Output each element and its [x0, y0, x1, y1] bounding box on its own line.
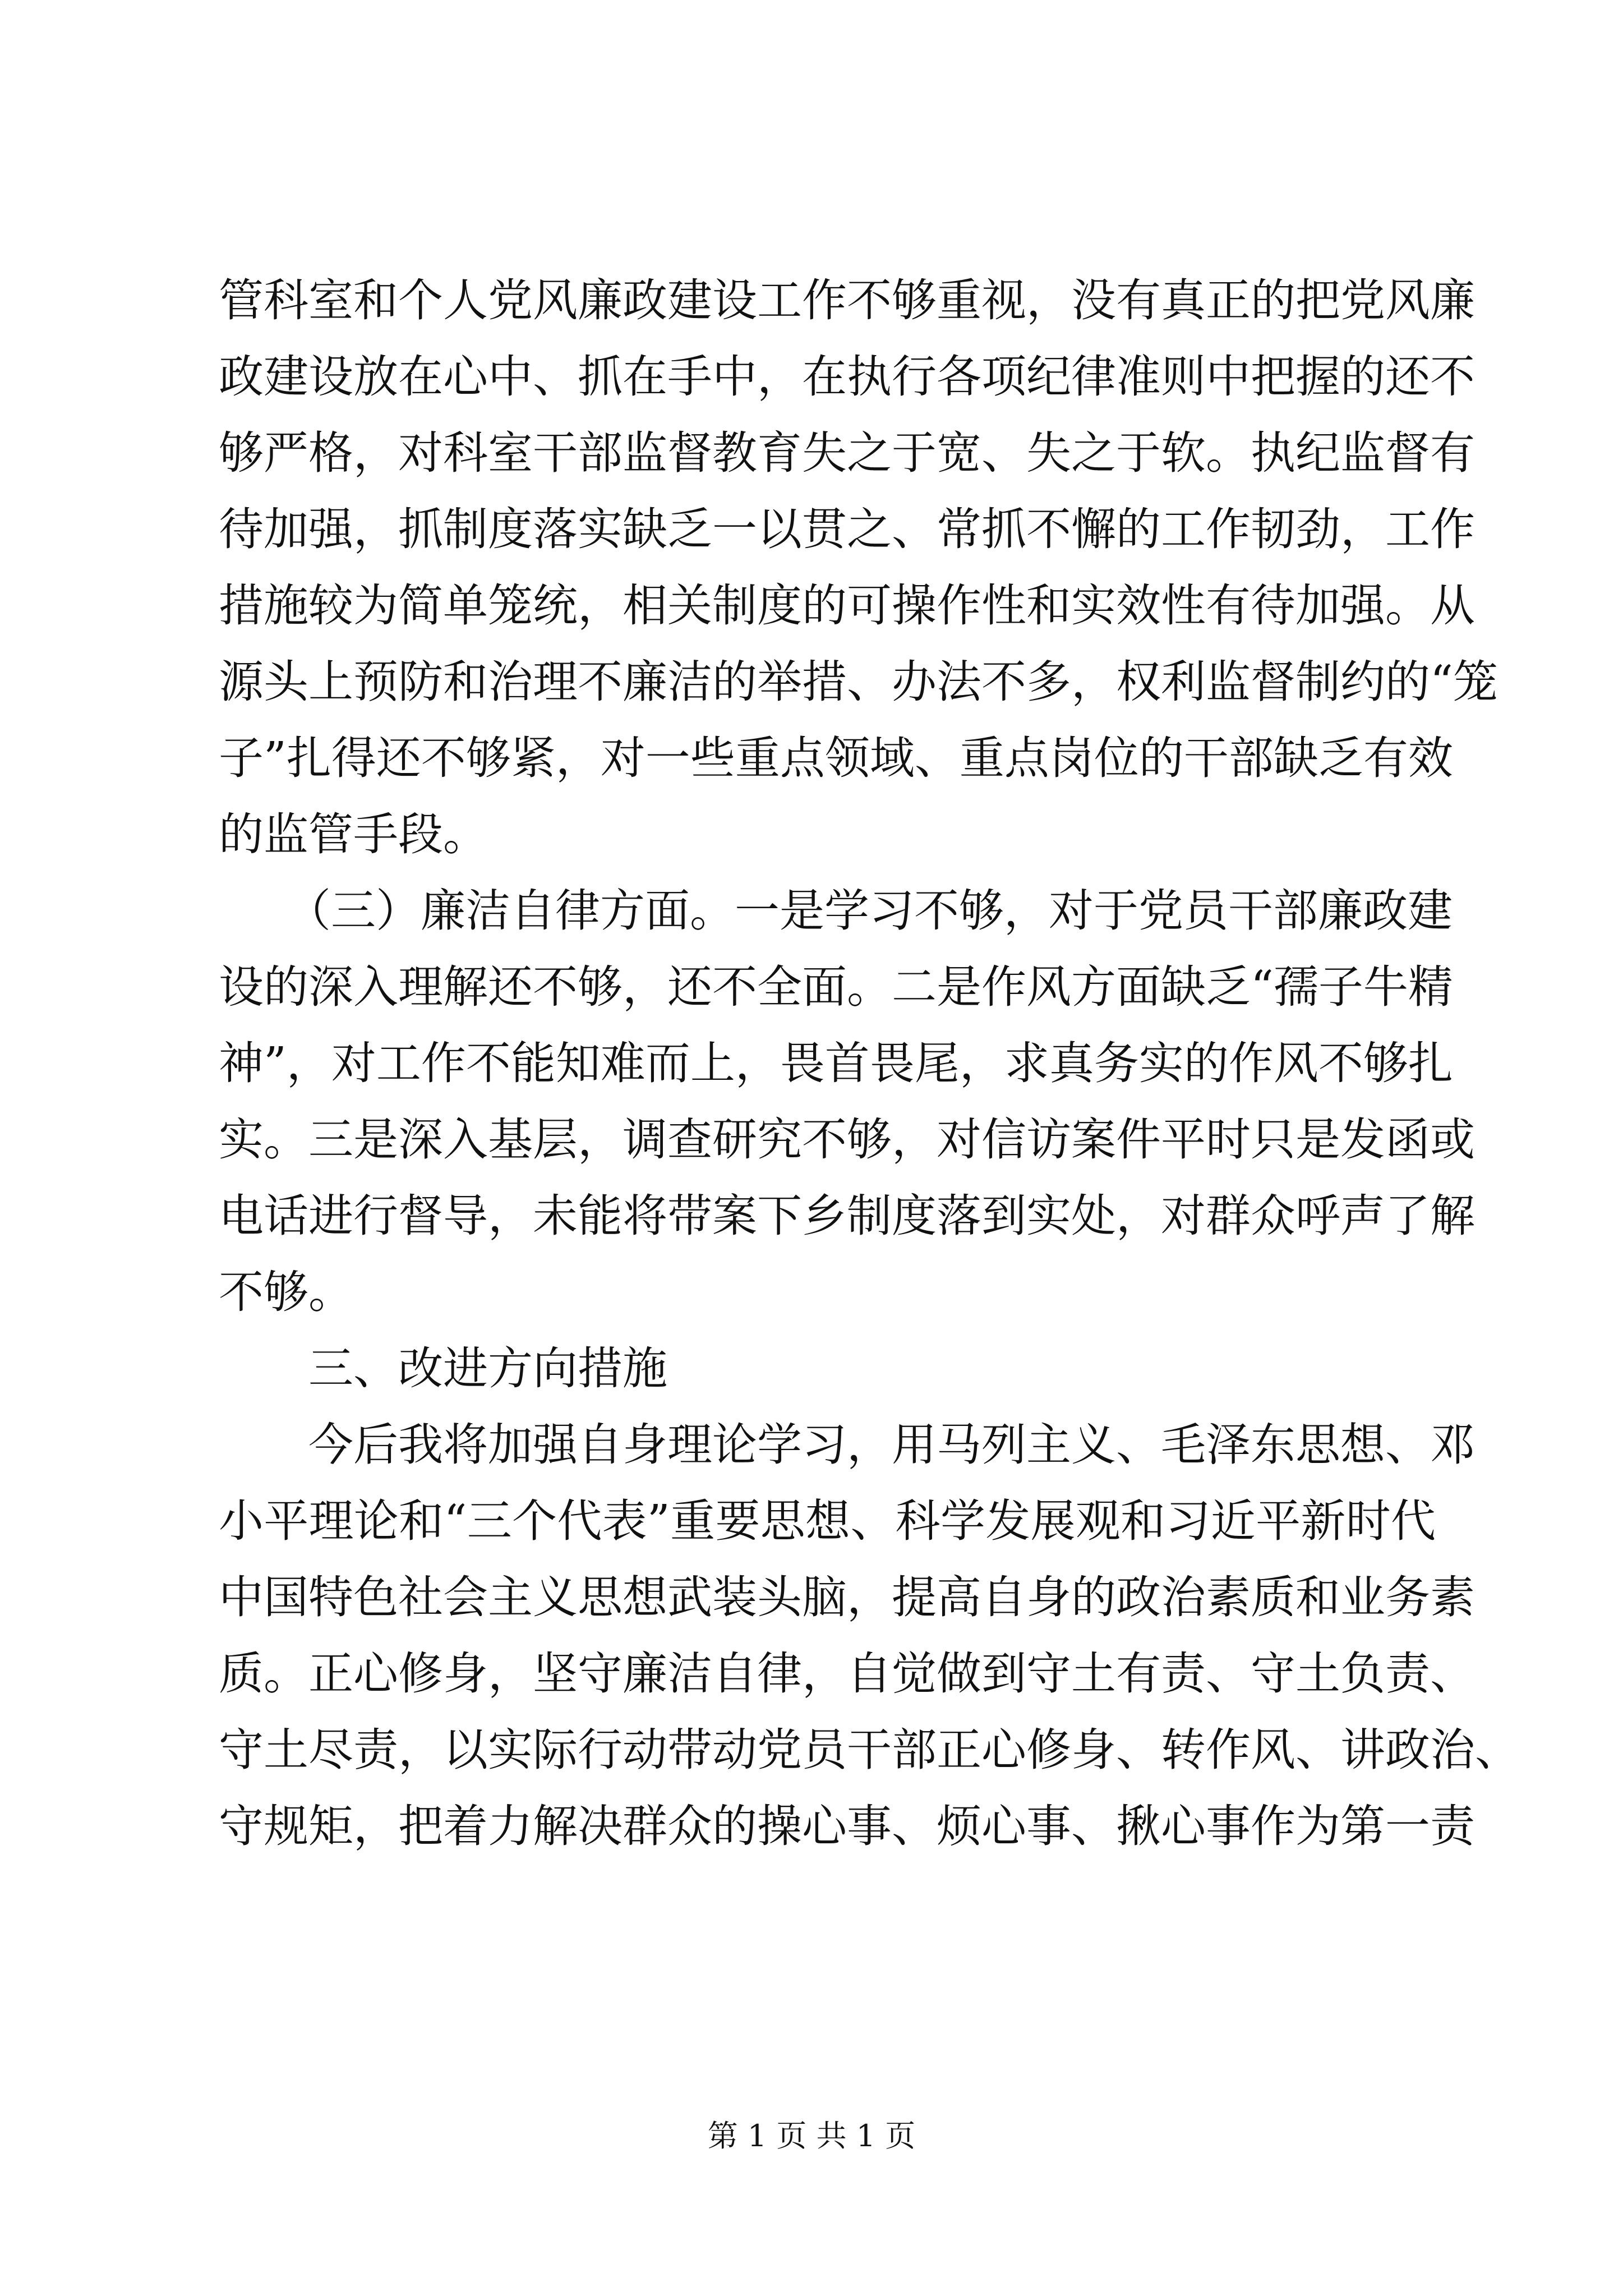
document-body [219, 263, 1520, 1865]
text-line: 实。三是深入基层，调查研究不够，对信访案件平时只是发函或 [219, 1114, 1475, 1166]
text-line: 中国特色社会主义思想武装头脑，提高自身的政治素质和业务素 [219, 1571, 1475, 1623]
text-line: 守土尽责，以实际行动带动党员干部正心修身、转作风、讲政治、 [219, 1724, 1520, 1776]
text-line: 今后我将加强自身理论学习，用马列主义、毛泽东思想、邓 [219, 1419, 1475, 1471]
text-line: 质。正心修身，坚守廉洁自律，自觉做到守土有责、守土负责、 [219, 1648, 1475, 1700]
text-line: 源头上预防和治理不廉洁的举措、办法不多，权利监督制约的“笼 [219, 656, 1498, 708]
text-line: 神”，对工作不能知难而上，畏首畏尾，求真务实的作风不够扎 [219, 1037, 1453, 1089]
section-heading: 三、改进方向措施 [219, 1342, 667, 1395]
text-line: 小平理论和“三个代表”重要思想、科学发展观和习近平新时代 [219, 1495, 1436, 1547]
text-line: 政建设放在心中、抓在手中，在执行各项纪律准则中把握的还不 [219, 351, 1475, 403]
page-number-footer: 第 1 页 共 1 页 [707, 2118, 916, 2154]
text-line: 电话进行督导，未能将带案下乡制度落到实处，对群众呼声了解 [219, 1190, 1475, 1242]
text-line: 守规矩，把着力解决群众的操心事、烦心事、揪心事作为第一责 [219, 1800, 1475, 1852]
text-line: 设的深入理解还不够，还不全面。二是作风方面缺乏“孺子牛精 [219, 961, 1453, 1013]
text-line: 够严格，对科室干部监督教育失之于宽、失之于软。执纪监督有 [219, 427, 1475, 479]
text-line: （三）廉洁自律方面。一是学习不够，对于党员干部廉政建 [219, 885, 1453, 937]
text-line: 措施较为简单笼统，相关制度的可操作性和实效性有待加强。从 [219, 579, 1475, 632]
text-line: 管科室和个人党风廉政建设工作不够重视，没有真正的把党风廉 [219, 274, 1475, 326]
text-line: 的监管手段。 [219, 808, 488, 861]
text-line: 子”扎得还不够紧，对一些重点领域、重点岗位的干部缺乏有效 [219, 732, 1453, 784]
text-line: 不够。 [219, 1266, 353, 1318]
text-line: 待加强，抓制度落实缺乏一以贯之、常抓不懈的工作韧劲，工作 [219, 503, 1475, 555]
